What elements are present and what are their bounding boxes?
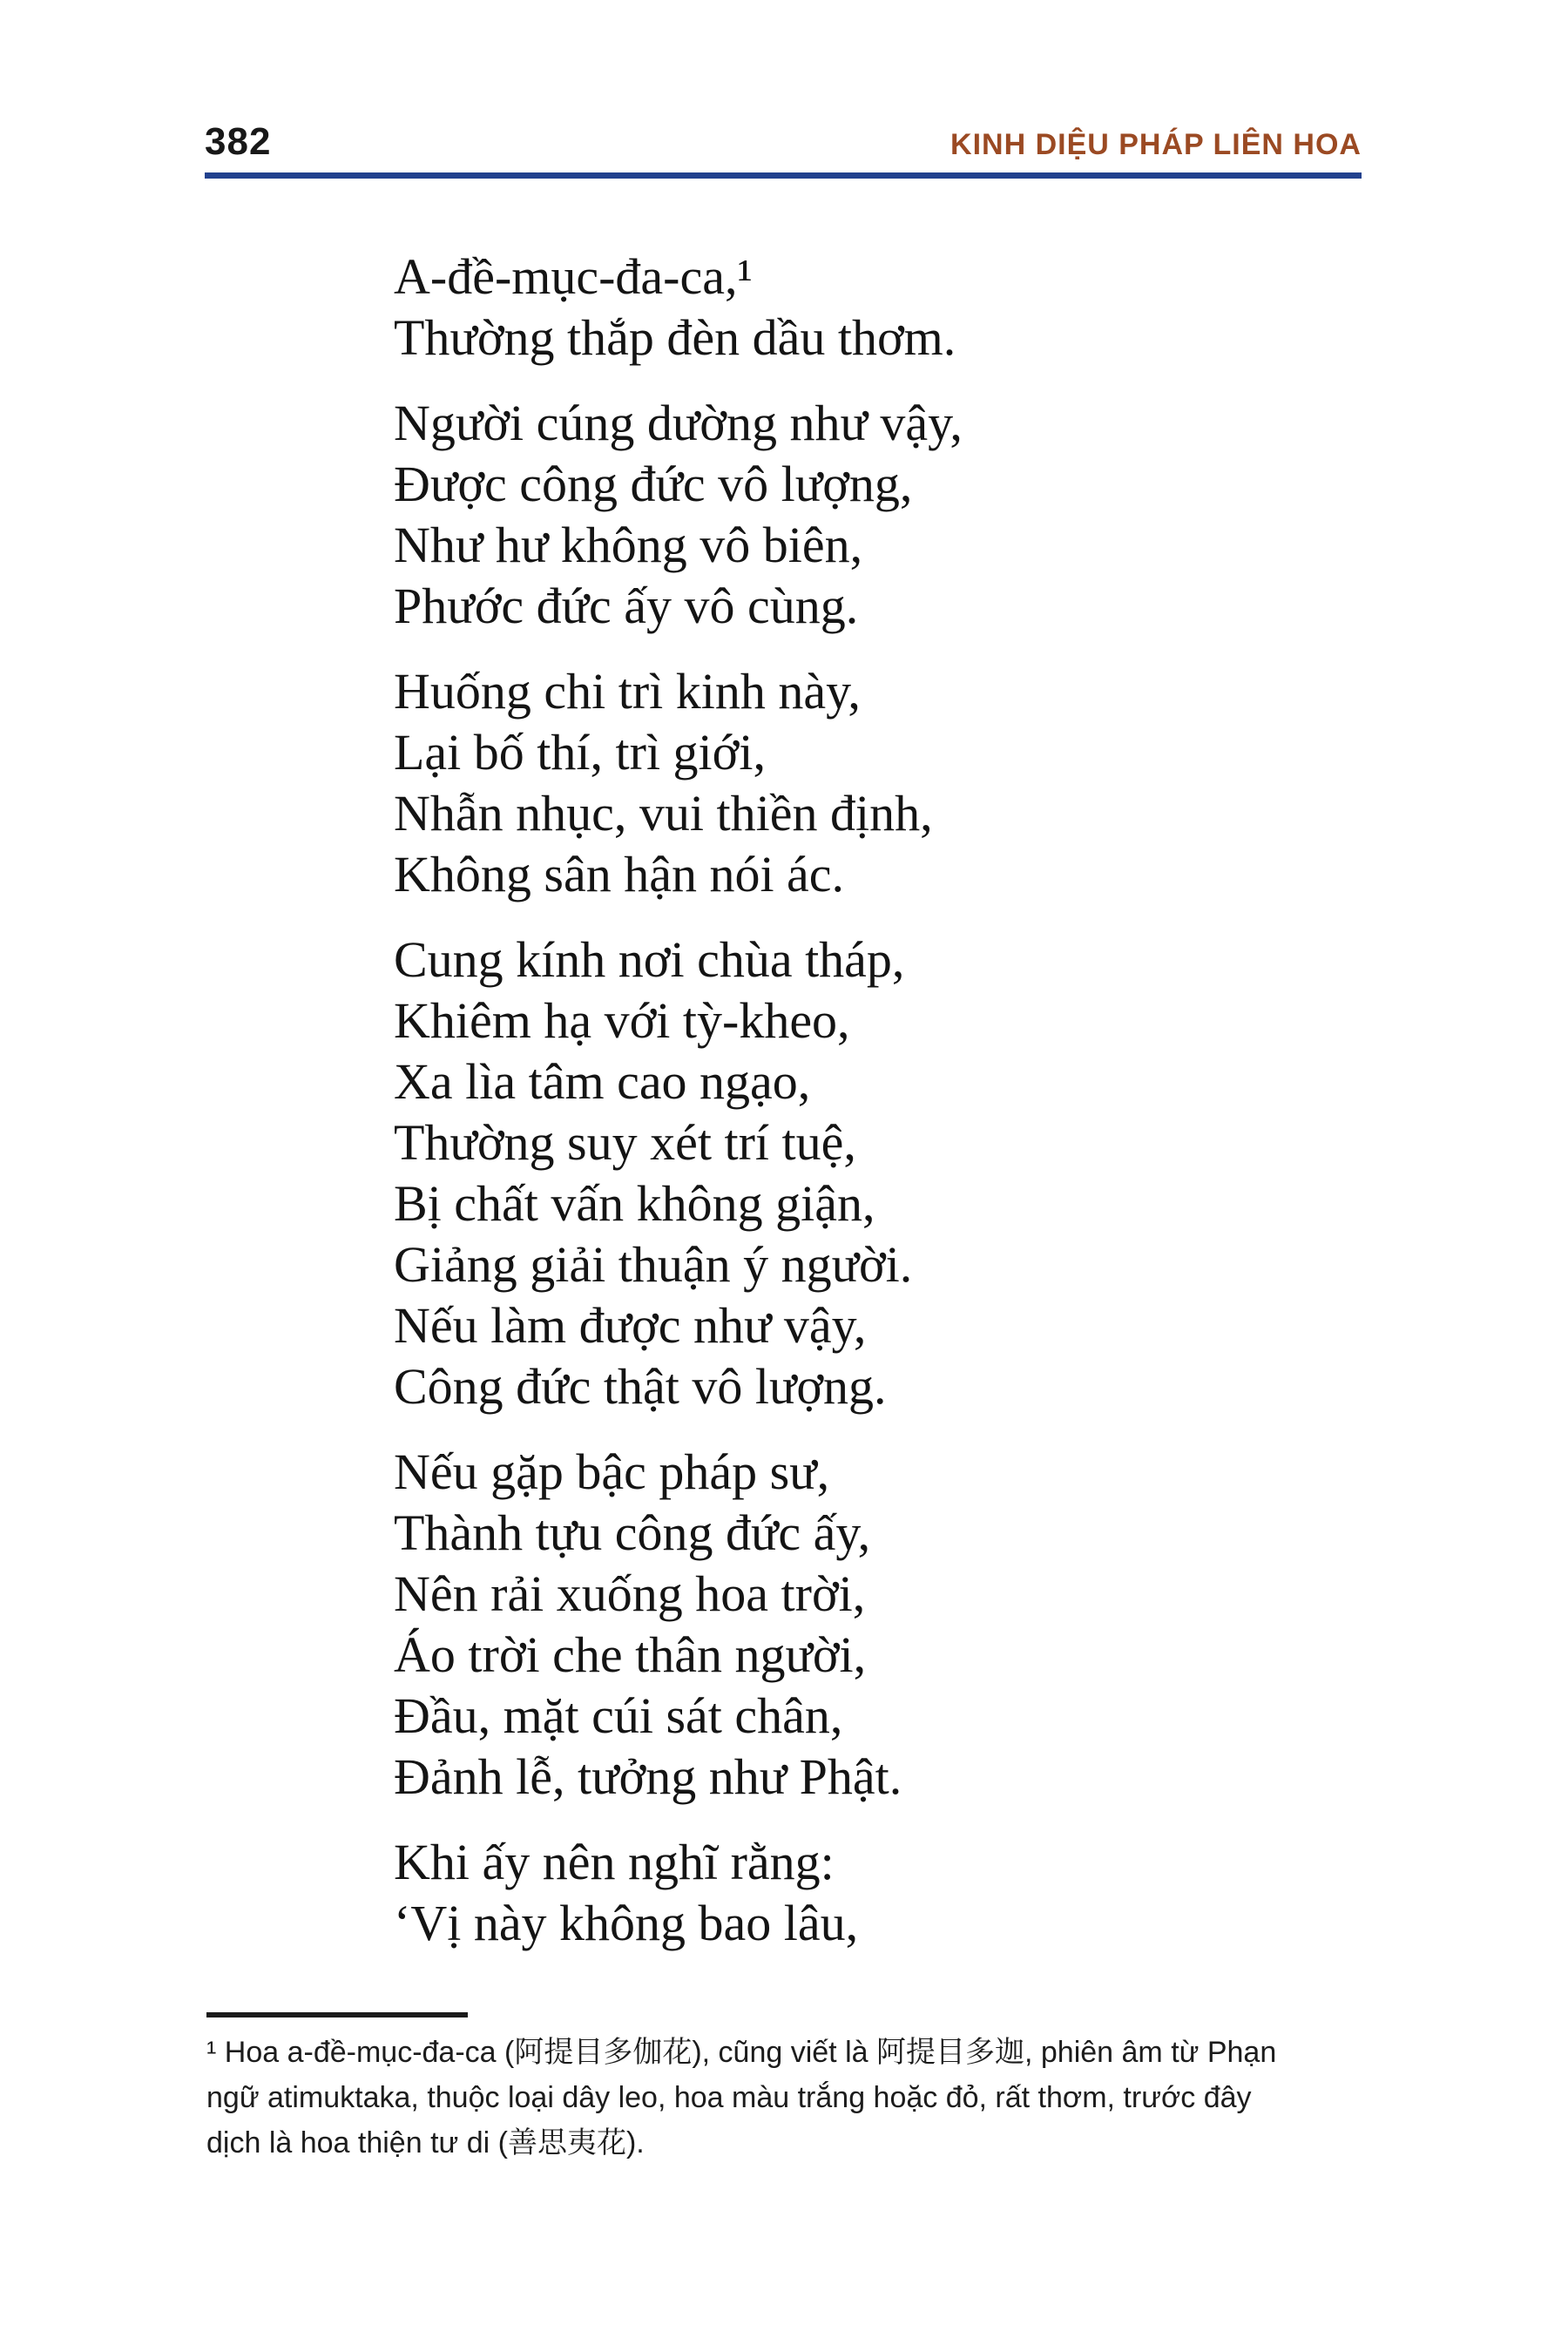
verse-line: Nếu gặp bậc pháp sư, (394, 1443, 830, 1500)
footnote-text (206, 2030, 1363, 2166)
header-rule (205, 172, 1362, 179)
verse-line: ‘Vị này không bao lâu, (394, 1895, 859, 1951)
verse-line: Công đức thật vô lượng. (394, 1358, 887, 1415)
stanza (394, 1442, 963, 1808)
verse-line: Người cúng dường như vậy, (394, 395, 963, 451)
verse-line: Phước đức ấy vô cùng. (394, 578, 859, 634)
running-title: KINH DIỆU PHÁP LIÊN HOA (950, 128, 1362, 161)
footnote-rule (206, 2012, 468, 2017)
verse-line: Được công đức vô lượng, (394, 456, 913, 512)
footnote-line: ngữ atimuktaka, thuộc loại dây leo, hoa màu trắng hoặc đỏ, rất thơm, trước đây (206, 2081, 1252, 2114)
page-number: 382 (205, 120, 272, 163)
verse-line: Đầu, mặt cúi sát chân, (394, 1687, 843, 1744)
verse-line: Nhẫn nhục, vui thiền định, (394, 785, 933, 841)
verse-line: Nên rải xuống hoa trời, (394, 1565, 866, 1622)
footnote (206, 2012, 1363, 2166)
verse-block (394, 247, 963, 1978)
verse-line: Xa lìa tâm cao ngạo, (394, 1053, 811, 1110)
stanza (394, 1832, 963, 1954)
verse-line: Thành tựu công đức ấy, (394, 1504, 871, 1561)
verse-line: Thường suy xét trí tuệ, (394, 1114, 856, 1171)
verse-line: Áo trời che thân người, (394, 1626, 867, 1683)
stanza (394, 661, 963, 905)
page-header (205, 120, 1362, 164)
verse-line: Khiêm hạ với tỳ-kheo, (394, 992, 850, 1049)
verse-line: Không sân hận nói ác. (394, 846, 845, 902)
stanza (394, 247, 963, 368)
footnote-line: ¹ Hoa a-đề-mục-đa-ca (阿提目多伽花), cũng viết là 阿提目多迦, phiên âm từ Phạn (206, 2036, 1277, 2069)
verse-line: A-đề-mục-đa-ca,¹ (394, 248, 753, 305)
verse-line: Bị chất vấn không giận, (394, 1175, 875, 1232)
stanza (394, 393, 963, 637)
verse-line: Lại bố thí, trì giới, (394, 724, 766, 781)
verse-line: Như hư không vô biên, (394, 517, 863, 573)
verse-line: Nếu làm được như vậy, (394, 1297, 867, 1354)
verse-line: Đảnh lễ, tưởng như Phật. (394, 1748, 902, 1805)
stanza (394, 929, 963, 1417)
verse-line: Giảng giải thuận ý người. (394, 1236, 913, 1293)
verse-line: Thường thắp đèn dầu thơm. (394, 309, 956, 366)
verse-line: Cung kính nơi chùa tháp, (394, 931, 905, 988)
footnote-line: dịch là hoa thiện tư di (善思夷花). (206, 2126, 645, 2159)
verse-line: Huống chi trì kinh này, (394, 663, 861, 720)
verse-line: Khi ấy nên nghĩ rằng: (394, 1834, 835, 1890)
